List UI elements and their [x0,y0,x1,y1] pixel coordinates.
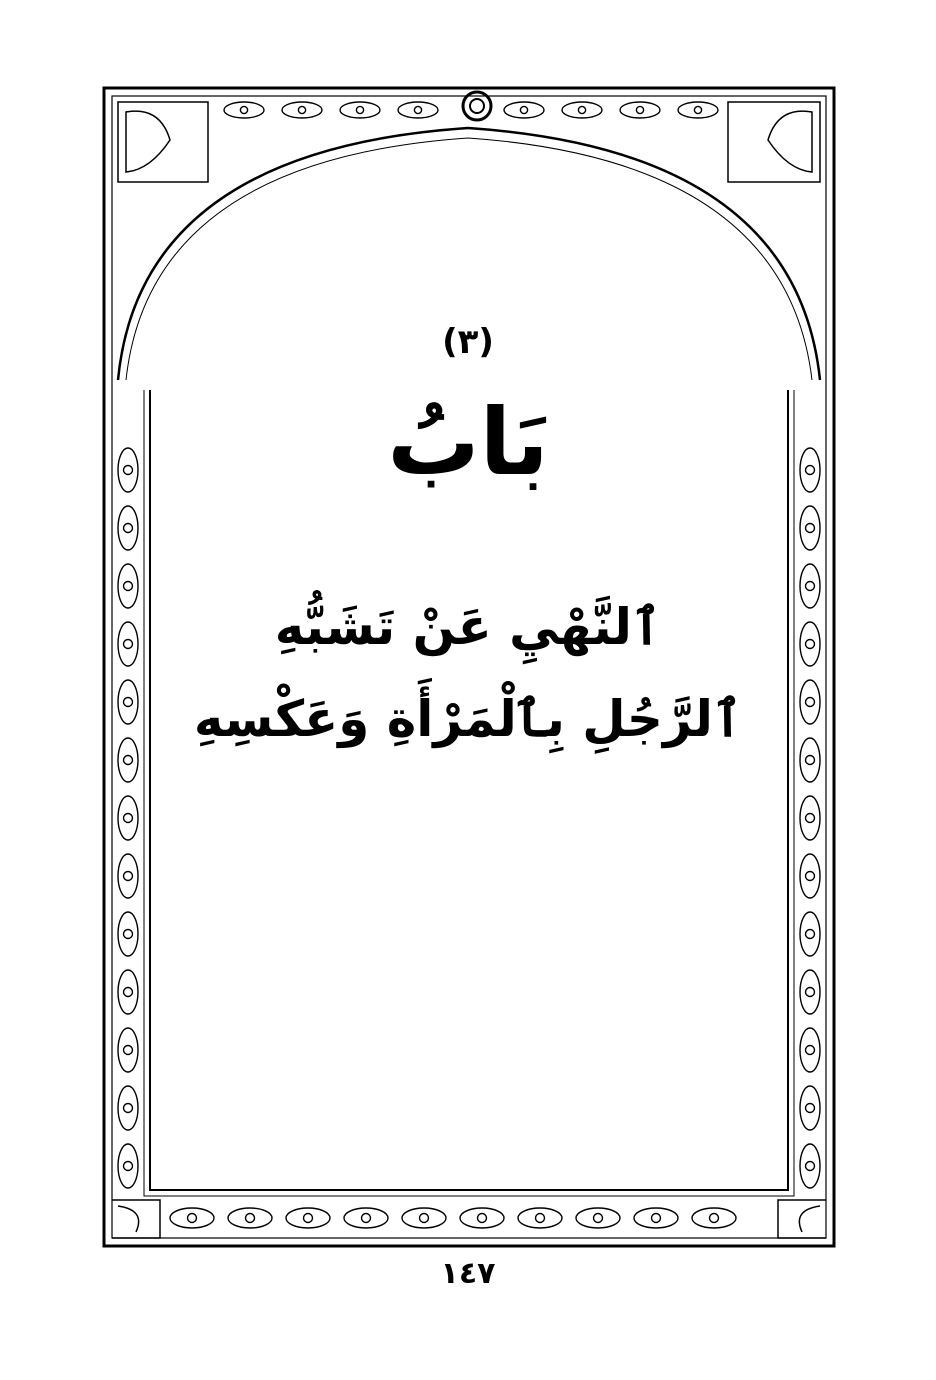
arabesque-ornament [800,912,820,956]
arabesque-ornament [800,506,820,550]
arabesque-ornament [518,1208,562,1228]
arabesque-ornament [118,1028,138,1072]
arabesque-ornament [118,796,138,840]
arabesque-ornament [340,102,380,118]
arabesque-ornament [800,1144,820,1188]
arabesque-ornament [634,1208,678,1228]
arabesque-ornament [620,102,660,118]
arabesque-ornament [806,756,815,765]
arabesque-ornament [652,1214,661,1223]
arabesque-ornament [806,1162,815,1171]
arabesque-ornament [224,102,264,118]
arabesque-ornament [124,930,133,939]
arabesque-ornament [124,1046,133,1055]
arabesque-ornament [170,1208,214,1228]
arabesque-ornament [678,102,718,118]
arabesque-ornament [298,106,305,113]
arabesque-ornament [800,854,820,898]
chapter-title-line-1: ٱلنَّهْيِ عَنْ تَشَبُّهِ [274,598,662,656]
arabesque-ornament [800,970,820,1014]
arabesque-ornament [402,1208,446,1228]
arabesque-ornament [240,106,247,113]
arabesque-ornament [246,1214,255,1223]
arabesque-ornament [504,102,544,118]
chapter-title-line-2: ٱلرَّجُلِ بِٱلْمَرْأَةِ وَعَكْسِهِ [193,690,743,748]
arabesque-ornament [594,1214,603,1223]
arabesque-ornament [800,1086,820,1130]
chapter-number: (٣) [442,322,494,362]
arabesque-ornament [806,1046,815,1055]
chapter-heading: بَابُ [387,389,549,496]
arabesque-ornament [356,106,363,113]
arabesque-ornament [414,106,421,113]
arabesque-ornament [124,582,133,591]
arabesque-ornament [344,1208,388,1228]
arabesque-ornament [536,1214,545,1223]
arabesque-ornament [520,106,527,113]
arabesque-ornament [806,524,815,533]
arabesque-ornament [118,506,138,550]
arabesque-ornament [806,988,815,997]
arabesque-ornament [362,1214,371,1223]
page-number: ١٤٧ [440,1256,496,1291]
arabesque-ornament [124,988,133,997]
arabesque-ornament [420,1214,429,1223]
arabesque-ornament [800,1028,820,1072]
arabesque-ornament [398,102,438,118]
arabesque-ornament [188,1214,197,1223]
arabesque-ornament [124,814,133,823]
arabesque-ornament [118,1144,138,1188]
arabesque-ornament [806,1104,815,1113]
arabesque-ornament [806,814,815,823]
arabesque-ornament [286,1208,330,1228]
arabesque-ornament [124,524,133,533]
arabesque-ornament [118,1086,138,1130]
arabesque-ornament [124,1162,133,1171]
arabesque-ornament [578,106,585,113]
arabesque-ornament [228,1208,272,1228]
arabesque-ornament [576,1208,620,1228]
arabesque-ornament [636,106,643,113]
arabesque-ornament [692,1208,736,1228]
arabesque-ornament [118,854,138,898]
arabesque-ornament [282,102,322,118]
arabesque-ornament [118,912,138,956]
arabesque-ornament [124,872,133,881]
arabesque-ornament [710,1214,719,1223]
arabesque-ornament [806,930,815,939]
arabesque-ornament [460,1208,504,1228]
arabesque-ornament [118,970,138,1014]
arabesque-ornament [806,872,815,881]
arabesque-ornament [800,796,820,840]
arabesque-ornament [304,1214,313,1223]
arabesque-ornament [562,102,602,118]
arabesque-ornament [694,106,701,113]
arabesque-ornament [124,1104,133,1113]
arabesque-ornament [124,756,133,765]
arabesque-ornament [478,1214,487,1223]
arabesque-ornament [806,582,815,591]
